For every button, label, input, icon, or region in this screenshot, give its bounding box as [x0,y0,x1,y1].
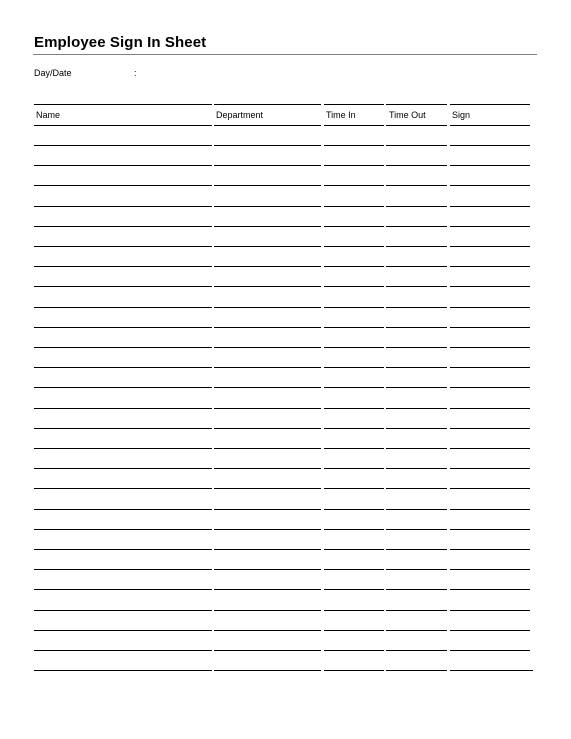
entry-line-time-out[interactable] [386,286,447,287]
entry-line-time-out[interactable] [386,347,447,348]
entry-line-sign[interactable] [450,488,530,489]
entry-line-department[interactable] [214,610,321,611]
entry-line-time-out[interactable] [386,145,447,146]
entry-line-sign[interactable] [450,327,530,328]
entry-line-name[interactable] [34,468,212,469]
day-date-label: Day/Date [34,68,72,78]
entry-line-sign[interactable] [450,670,533,671]
entry-line-department[interactable] [214,408,321,409]
entry-line-time-in[interactable] [324,428,384,429]
entry-line-department[interactable] [214,569,321,570]
entry-line-name[interactable] [34,246,212,247]
entry-line-department[interactable] [214,165,321,166]
entry-line-department[interactable] [214,246,321,247]
header-bottom-rule-name [34,125,212,126]
entry-line-sign[interactable] [450,428,530,429]
entry-line-time-in[interactable] [324,387,384,388]
entry-line-sign[interactable] [450,630,530,631]
entry-line-time-out[interactable] [386,448,447,449]
entry-line-name[interactable] [34,307,212,308]
entry-line-time-out[interactable] [386,650,447,651]
entry-line-name[interactable] [34,509,212,510]
entry-line-sign[interactable] [450,185,530,186]
entry-line-name[interactable] [34,266,212,267]
column-header-name: Name [36,110,61,120]
column-header-time-out: Time Out [389,110,426,120]
entry-line-time-in[interactable] [324,488,384,489]
header-bottom-rule-time-out [386,125,447,126]
entry-line-name[interactable] [34,206,212,207]
entry-line-department[interactable] [214,670,321,671]
entry-line-time-out[interactable] [386,185,447,186]
entry-line-time-in[interactable] [324,408,384,409]
entry-line-sign[interactable] [450,307,530,308]
entry-line-sign[interactable] [450,246,530,247]
entry-line-name[interactable] [34,549,212,550]
entry-line-time-out[interactable] [386,509,447,510]
header-bottom-rule-department [214,125,321,126]
entry-line-time-out[interactable] [386,387,447,388]
entry-line-department[interactable] [214,488,321,489]
entry-line-time-in[interactable] [324,589,384,590]
entry-line-time-in[interactable] [324,549,384,550]
entry-line-department[interactable] [214,468,321,469]
page-title: Employee Sign In Sheet [34,34,207,51]
entry-line-time-out[interactable] [386,408,447,409]
header-top-rule-time-in [324,104,384,105]
entry-line-sign[interactable] [450,347,530,348]
entry-line-department[interactable] [214,145,321,146]
entry-line-department[interactable] [214,509,321,510]
entry-line-time-in[interactable] [324,529,384,530]
column-header-department: Department [216,110,264,120]
entry-line-time-out[interactable] [386,610,447,611]
entry-line-name[interactable] [34,226,212,227]
entry-line-time-in[interactable] [324,226,384,227]
entry-line-department[interactable] [214,347,321,348]
entry-line-department[interactable] [214,630,321,631]
header-bottom-rule-time-in [324,125,384,126]
entry-line-sign[interactable] [450,529,530,530]
entry-line-time-in[interactable] [324,569,384,570]
entry-line-sign[interactable] [450,286,530,287]
entry-line-sign[interactable] [450,448,530,449]
entry-line-time-in[interactable] [324,185,384,186]
entry-line-name[interactable] [34,408,212,409]
entry-line-sign[interactable] [450,206,530,207]
entry-line-time-in[interactable] [324,327,384,328]
entry-line-time-out[interactable] [386,327,447,328]
entry-line-time-in[interactable] [324,206,384,207]
entry-line-sign[interactable] [450,509,530,510]
entry-line-time-out[interactable] [386,367,447,368]
entry-line-sign[interactable] [450,589,530,590]
entry-line-department[interactable] [214,428,321,429]
entry-line-name[interactable] [34,165,212,166]
entry-line-sign[interactable] [450,650,530,651]
entry-line-name[interactable] [34,428,212,429]
entry-line-name[interactable] [34,569,212,570]
entry-line-name[interactable] [34,630,212,631]
entry-line-sign[interactable] [450,408,530,409]
entry-line-department[interactable] [214,206,321,207]
entry-line-department[interactable] [214,589,321,590]
entry-line-department[interactable] [214,529,321,530]
entry-line-department[interactable] [214,307,321,308]
entry-line-department[interactable] [214,286,321,287]
entry-line-time-out[interactable] [386,529,447,530]
entry-line-time-in[interactable] [324,610,384,611]
entry-line-time-in[interactable] [324,650,384,651]
entry-line-sign[interactable] [450,387,530,388]
entry-line-name[interactable] [34,327,212,328]
entry-line-time-in[interactable] [324,145,384,146]
entry-line-time-out[interactable] [386,670,447,671]
entry-line-time-out[interactable] [386,206,447,207]
entry-line-name[interactable] [34,367,212,368]
entry-line-time-in[interactable] [324,367,384,368]
entry-line-name[interactable] [34,529,212,530]
entry-line-time-in[interactable] [324,307,384,308]
entry-line-name[interactable] [34,185,212,186]
entry-line-sign[interactable] [450,145,530,146]
entry-line-department[interactable] [214,327,321,328]
entry-line-sign[interactable] [450,226,530,227]
column-header-sign: Sign [452,110,471,120]
entry-line-time-out[interactable] [386,468,447,469]
entry-line-sign[interactable] [450,569,530,570]
entry-line-time-in[interactable] [324,246,384,247]
entry-line-sign[interactable] [450,610,530,611]
entry-line-time-in[interactable] [324,509,384,510]
entry-line-time-in[interactable] [324,630,384,631]
entry-line-name[interactable] [34,286,212,287]
header-top-rule-name [34,104,212,105]
day-date-separator: : [134,68,137,78]
entry-line-name[interactable] [34,387,212,388]
entry-line-time-out[interactable] [386,589,447,590]
entry-line-time-in[interactable] [324,468,384,469]
entry-line-department[interactable] [214,549,321,550]
entry-line-name[interactable] [34,610,212,611]
column-header-time-in: Time In [326,110,356,120]
entry-line-time-out[interactable] [386,428,447,429]
entry-line-time-out[interactable] [386,165,447,166]
entry-line-sign[interactable] [450,165,530,166]
entry-line-time-out[interactable] [386,226,447,227]
entry-line-department[interactable] [214,266,321,267]
header-top-rule-department [214,104,321,105]
entry-line-time-in[interactable] [324,266,384,267]
entry-line-name[interactable] [34,145,212,146]
entry-line-department[interactable] [214,367,321,368]
entry-line-name[interactable] [34,589,212,590]
entry-line-name[interactable] [34,650,212,651]
entry-line-sign[interactable] [450,468,530,469]
entry-line-name[interactable] [34,448,212,449]
entry-line-department[interactable] [214,226,321,227]
entry-line-time-out[interactable] [386,307,447,308]
entry-line-time-in[interactable] [324,165,384,166]
entry-line-time-in[interactable] [324,286,384,287]
entry-line-time-in[interactable] [324,347,384,348]
entry-line-time-in[interactable] [324,448,384,449]
entry-line-time-out[interactable] [386,549,447,550]
entry-line-sign[interactable] [450,367,530,368]
entry-line-name[interactable] [34,488,212,489]
entry-line-time-out[interactable] [386,630,447,631]
entry-line-sign[interactable] [450,266,530,267]
entry-line-department[interactable] [214,650,321,651]
entry-line-department[interactable] [214,448,321,449]
entry-line-time-out[interactable] [386,569,447,570]
entry-line-time-out[interactable] [386,488,447,489]
header-bottom-rule-sign [450,125,530,126]
entry-line-department[interactable] [214,387,321,388]
entry-line-name[interactable] [34,347,212,348]
entry-line-sign[interactable] [450,549,530,550]
title-divider [33,54,537,55]
entry-line-name[interactable] [34,670,212,671]
entry-line-department[interactable] [214,185,321,186]
header-top-rule-time-out [386,104,447,105]
header-top-rule-sign [450,104,530,105]
entry-line-time-out[interactable] [386,246,447,247]
entry-line-time-out[interactable] [386,266,447,267]
entry-line-time-in[interactable] [324,670,384,671]
